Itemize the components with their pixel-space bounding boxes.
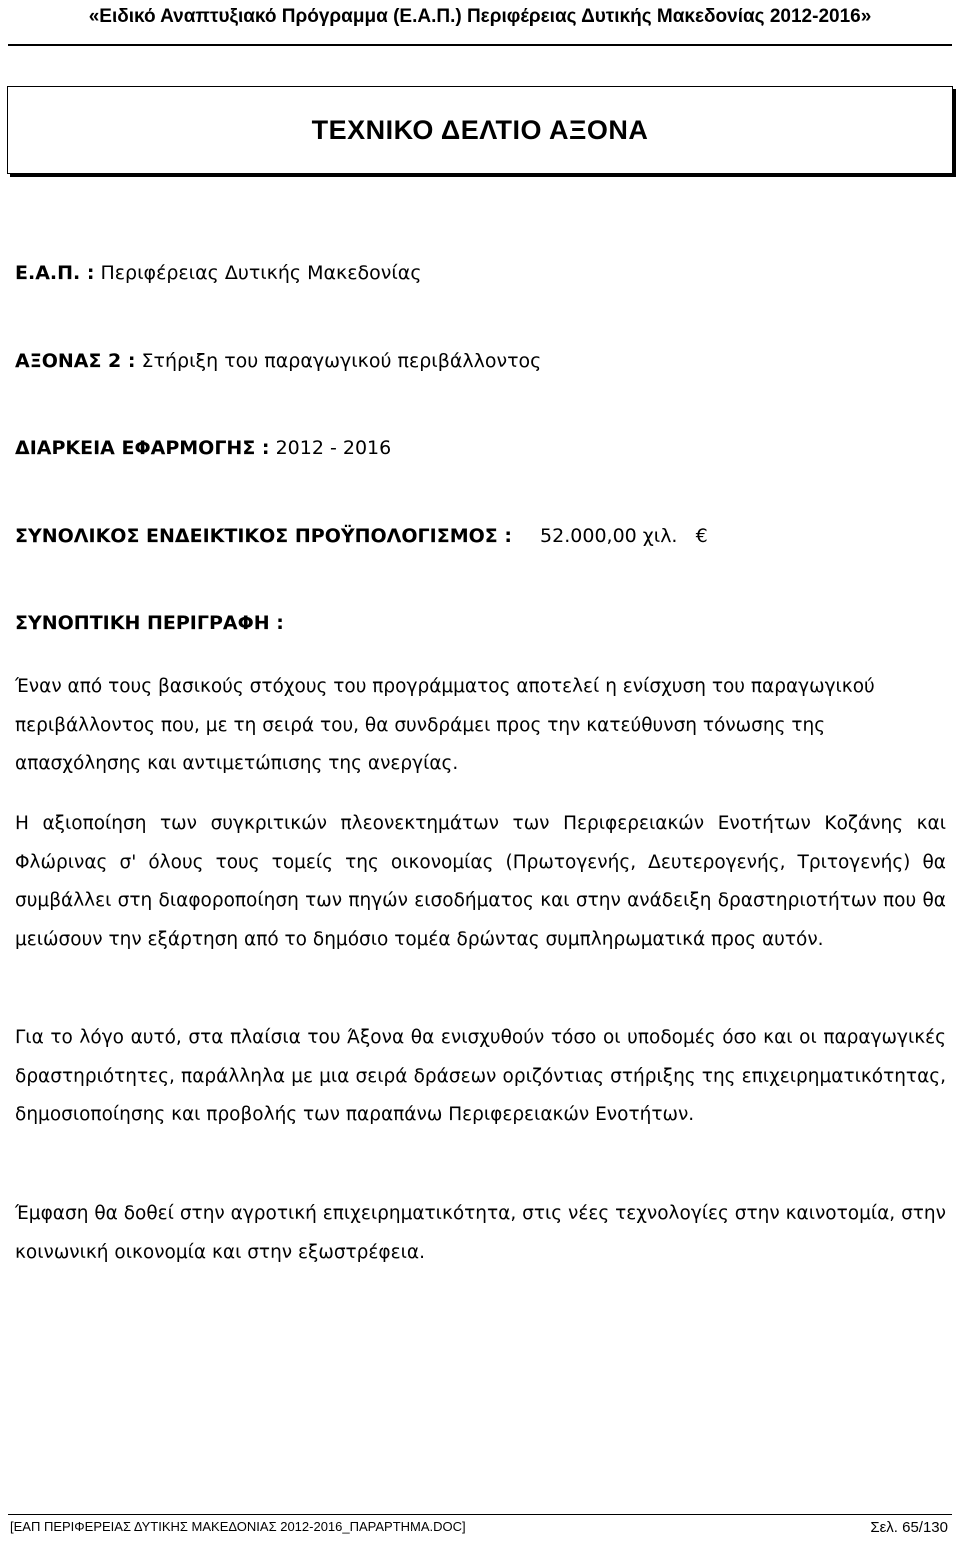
budget-currency: €: [695, 525, 708, 547]
header-divider: [8, 44, 952, 46]
footer-document-name: [ΕΑΠ ΠΕΡΙΦΕΡΕΙΑΣ ΔΥΤΙΚΗΣ ΜΑΚΕΔΟΝΙΑΣ 2012-2016_ΠΑΡΑΡΤΗΜΑ.DOC]: [10, 1519, 466, 1534]
eap-label: Ε.Α.Π. :: [15, 262, 95, 284]
paragraph-text: Έναν από τους βασικούς στόχους του προγράμματος αποτελεί η ενίσχυση του παραγωγικού περιβάλλοντος που, με τη σειρά του, θα συνδράμει προς την κατεύθυνση τόνωσης της απασχόλησης και αντιμετώπισης της ανεργίας.: [15, 676, 875, 774]
footer-page-number: Σελ. 65/130: [870, 1519, 948, 1536]
budget-label: ΣΥΝΟΛΙΚΟΣ ΕΝΔΕΙΚΤΙΚΟΣ ΠΡΟΫΠΟΛΟΓΙΣΜΟΣ :: [15, 525, 512, 547]
duration-field: [15, 437, 391, 459]
budget-value: 52.000,00 χιλ.: [540, 525, 678, 547]
axis-field: [15, 350, 541, 372]
duration-label: ΔΙΑΡΚΕΙΑ ΕΦΑΡΜΟΓΗΣ :: [15, 437, 270, 459]
eap-value: Περιφέρειας Δυτικής Μακεδονίας: [100, 262, 422, 284]
document-title-box: [7, 86, 953, 174]
summary-paragraph-3: [15, 1019, 946, 1135]
summary-field: [15, 612, 284, 634]
summary-label: ΣΥΝΟΠΤΙΚΗ ΠΕΡΙΓΡΑΦΗ :: [15, 612, 284, 634]
budget-field: [15, 525, 708, 547]
paragraph-text: Η αξιοποίηση των συγκριτικών πλεονεκτημάτων των Περιφερειακών Ενοτήτων Κοζάνης και Φλώρινας σ' όλους τους τομείς της οικονομίας (Πρωτογενής, Δευτερογενής, Τριτογενής) θα συμβάλλει στη διαφοροποίηση των πηγών εισοδήματος και στην ανάδειξη δραστηριοτήτων που θα μειώσουν την εξάρτηση από το δημόσιο τομέα δρώντας συμπληρωματικά προς αυτόν.: [15, 813, 946, 950]
paragraph-text: Για το λόγο αυτό, στα πλαίσια του Άξονα θα ενισχυθούν τόσο οι υποδομές όσο και οι παραγωγικές δραστηριότητες, παράλληλα με μια σειρά δράσεων οριζόντιας στήριξης της επιχειρηματικότητας, δημοσιοποίησης και προβολής των παραπάνω Περιφερειακών Ενοτήτων.: [15, 1027, 946, 1125]
document-title: ΤΕΧΝΙΚΟ ΔΕΛΤΙΟ ΑΞΟΝΑ: [311, 114, 649, 145]
eap-field: [15, 262, 421, 284]
program-header: «Ειδικό Αναπτυξιακό Πρόγραμμα (Ε.Α.Π.) Περιφέρειας Δυτικής Μακεδονίας 2012-2016»: [88, 6, 872, 27]
paragraph-text: Έμφαση θα δοθεί στην αγροτική επιχειρηματικότητα, στις νέες τεχνολογίες στην καινοτομία, στην κοινωνική οικονομία και στην εξωστρέφεια.: [15, 1203, 946, 1263]
axis-label: ΑΞΟΝΑΣ 2 :: [15, 350, 136, 372]
axis-value: Στήριξη του παραγωγικού περιβάλλοντος: [141, 350, 542, 372]
summary-paragraph-1: [15, 668, 946, 784]
footer-divider: [8, 1514, 952, 1515]
duration-value: 2012 - 2016: [275, 437, 392, 459]
summary-paragraph-2: [15, 805, 946, 959]
page-footer: [10, 1519, 948, 1536]
summary-paragraph-4: [15, 1195, 946, 1272]
